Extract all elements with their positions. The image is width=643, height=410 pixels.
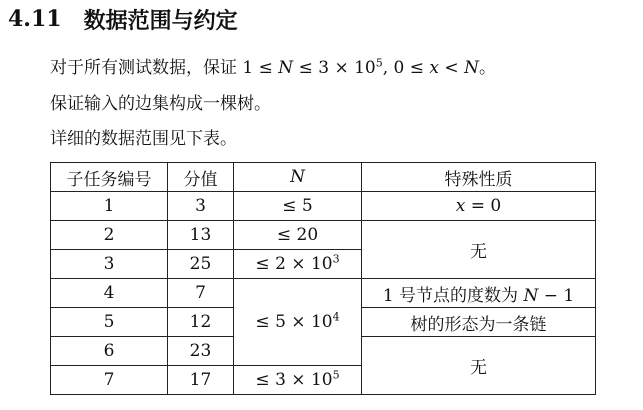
property-cell xyxy=(362,192,596,221)
property-cell-none: 无 xyxy=(362,221,596,279)
subtask-cell: 7 xyxy=(51,366,168,395)
header-score: 分值 xyxy=(168,163,234,192)
n-range-cell xyxy=(234,366,362,395)
score-cell: 25 xyxy=(168,250,234,279)
property-eq-zero: = 0 xyxy=(465,196,502,216)
n-range-base: ≤ 5 × 10 xyxy=(255,312,333,332)
n-range-base: ≤ 2 × 10 xyxy=(255,254,333,274)
n-range-cell xyxy=(234,279,362,366)
constraint-upper-bound: 3 × 10 xyxy=(318,58,376,78)
subtask-cell: 6 xyxy=(51,337,168,366)
n-range-cell: ≤ 5 xyxy=(234,192,362,221)
header-subtask: 子任务编号 xyxy=(51,163,168,192)
constraint-exponent: 5 xyxy=(375,56,383,70)
constraint-lower-bound: 1 xyxy=(242,58,254,78)
property-var-x: x xyxy=(455,196,466,216)
data-range-table xyxy=(50,162,596,395)
property-cell: 树的形态为一条链 xyxy=(362,308,596,337)
property-cell xyxy=(362,279,596,308)
subtask-cell: 4 xyxy=(51,279,168,308)
constraint-prefix: 对于所有测试数据，保证 xyxy=(50,58,243,78)
constraint-paragraph xyxy=(50,56,496,80)
constraint-leq-1: ≤ xyxy=(253,58,279,78)
score-cell: 7 xyxy=(168,279,234,308)
table-row xyxy=(51,279,596,308)
table-header-row xyxy=(51,163,596,192)
constraint-var-x: x xyxy=(429,58,440,78)
constraint-var-n: N xyxy=(278,58,294,78)
subtask-cell: 1 xyxy=(51,192,168,221)
section-number: 4.11 xyxy=(8,6,62,32)
constraint-lt: < xyxy=(439,58,465,78)
score-cell: 13 xyxy=(168,221,234,250)
table-intro-paragraph: 详细的数据范围见下表。 xyxy=(50,129,237,149)
table-row xyxy=(51,221,596,250)
subtask-cell: 2 xyxy=(51,221,168,250)
n-range-cell xyxy=(234,250,362,279)
header-property: 特殊性质 xyxy=(362,163,596,192)
constraint-var-n-2: N xyxy=(464,58,479,78)
section-title: 数据范围与约定 xyxy=(83,8,238,34)
constraint-x-lower: , 0 ≤ xyxy=(382,58,430,78)
table-row xyxy=(51,192,596,221)
score-cell: 17 xyxy=(168,366,234,395)
score-cell: 3 xyxy=(168,192,234,221)
section-heading xyxy=(8,4,238,34)
n-range-exponent: 4 xyxy=(332,310,340,324)
constraint-period: 。 xyxy=(478,58,496,78)
subtask-cell: 5 xyxy=(51,308,168,337)
constraint-leq-2: ≤ xyxy=(293,58,319,78)
score-cell: 12 xyxy=(168,308,234,337)
n-range-base: ≤ 3 × 10 xyxy=(255,370,333,390)
property-cell-none: 无 xyxy=(362,337,596,395)
header-n: N xyxy=(234,163,362,192)
property-degree-prefix: 1 号节点的度数为 xyxy=(382,285,524,306)
tree-guarantee-paragraph: 保证输入的边集构成一棵树。 xyxy=(50,94,271,114)
n-range-exponent: 5 xyxy=(332,368,340,382)
subtask-cell: 3 xyxy=(51,250,168,279)
score-cell: 23 xyxy=(168,337,234,366)
n-range-exponent: 3 xyxy=(332,252,340,266)
n-range-cell: ≤ 20 xyxy=(234,221,362,250)
property-degree-suffix: − 1 xyxy=(538,285,575,306)
property-var-n: N xyxy=(523,285,539,306)
